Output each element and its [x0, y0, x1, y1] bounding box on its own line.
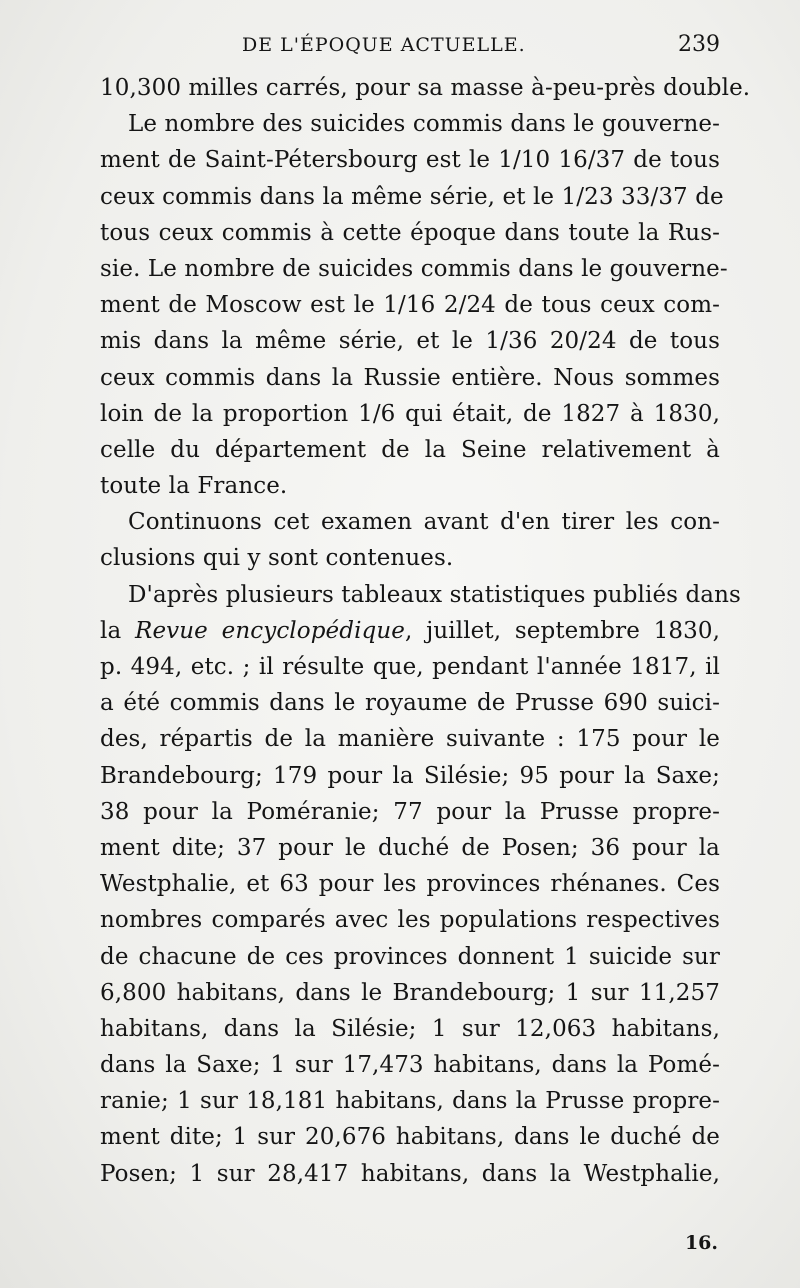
text-line: a été commis dans le royaume de Prusse 690 suici-	[100, 690, 720, 717]
text-line: p. 494, etc. ; il résulte que, pendant l'année 1817, il	[100, 654, 720, 680]
text-line: ranie; 1 sur 18,181 habitans, dans la Prusse propre-	[100, 1088, 720, 1115]
signature-mark: 16.	[684, 1232, 718, 1254]
running-title: DE L'ÉPOQUE ACTUELLE.	[242, 34, 526, 56]
text-line: tous ceux commis à cette époque dans toute la Rus-	[100, 219, 720, 246]
text-line: sie. Le nombre de suicides commis dans le gouverne-	[100, 255, 728, 282]
text-line: 38 pour la Poméranie; 77 pour la Prusse propre-	[100, 798, 720, 825]
text-line: clusions qui y sont contenues.	[100, 545, 454, 572]
journal-title: Revue encyclopédique	[135, 617, 405, 644]
text-line: Westphalie, et 63 pour les provinces rhénanes. Ces	[100, 871, 720, 898]
text-line: la Revue encyclopédique, juillet, septembre 1830,	[100, 617, 721, 644]
text-line: ment de Saint-Pétersbourg est le 1/10 16/37 de tous	[100, 147, 720, 174]
text-line: des, répartis de la manière suivante : 175 pour le	[100, 726, 720, 753]
text-line: mis dans la même série, et le 1/36 20/24 de tous	[100, 328, 720, 355]
body-text	[100, 70, 751, 1192]
text-line: loin de la proportion 1/6 qui était, de 1827 à 1830,	[100, 400, 720, 427]
text-line: 6,800 habitans, dans le Brandebourg; 1 sur 11,257	[100, 979, 720, 1006]
text-line: ment dite; 1 sur 20,676 habitans, dans le duché de	[100, 1124, 720, 1151]
text-line: Le nombre des suicides commis dans le gouverne-	[128, 111, 720, 138]
page-number: 239	[678, 32, 720, 57]
text-line: habitans, dans la Silésie; 1 sur 12,063 habitans,	[100, 1015, 720, 1042]
text-line: Posen; 1 sur 28,417 habitans, dans la Westphalie,	[100, 1160, 720, 1187]
text-line: Brandebourg; 179 pour la Silésie; 95 pour la Saxe;	[100, 762, 720, 789]
text-line: 10,300 milles carrés, pour sa masse à-peu-près double.	[100, 75, 751, 101]
text-line: de chacune de ces provinces donnent 1 suicide sur	[100, 943, 720, 970]
text-line: celle du département de la Seine relativement à	[100, 436, 720, 463]
text-line: Continuons cet examen avant d'en tirer les con-	[128, 509, 720, 536]
text-line: toute la France.	[100, 473, 288, 500]
text-line: D'après plusieurs tableaux statistiques publiés dans	[128, 581, 741, 608]
text-line: nombres comparés avec les populations respectives	[100, 907, 720, 934]
text-line: ceux commis dans la Russie entière. Nous sommes	[100, 364, 720, 391]
text-line: dans la Saxe; 1 sur 17,473 habitans, dans la Pomé-	[100, 1052, 720, 1079]
text-line: ment de Moscow est le 1/16 2/24 de tous ceux com-	[100, 292, 720, 319]
text-line: ment dite; 37 pour le duché de Posen; 36 pour la	[100, 834, 720, 861]
text-line: ceux commis dans la même série, et le 1/23 33/37 de	[100, 183, 724, 210]
page-header	[100, 30, 720, 62]
